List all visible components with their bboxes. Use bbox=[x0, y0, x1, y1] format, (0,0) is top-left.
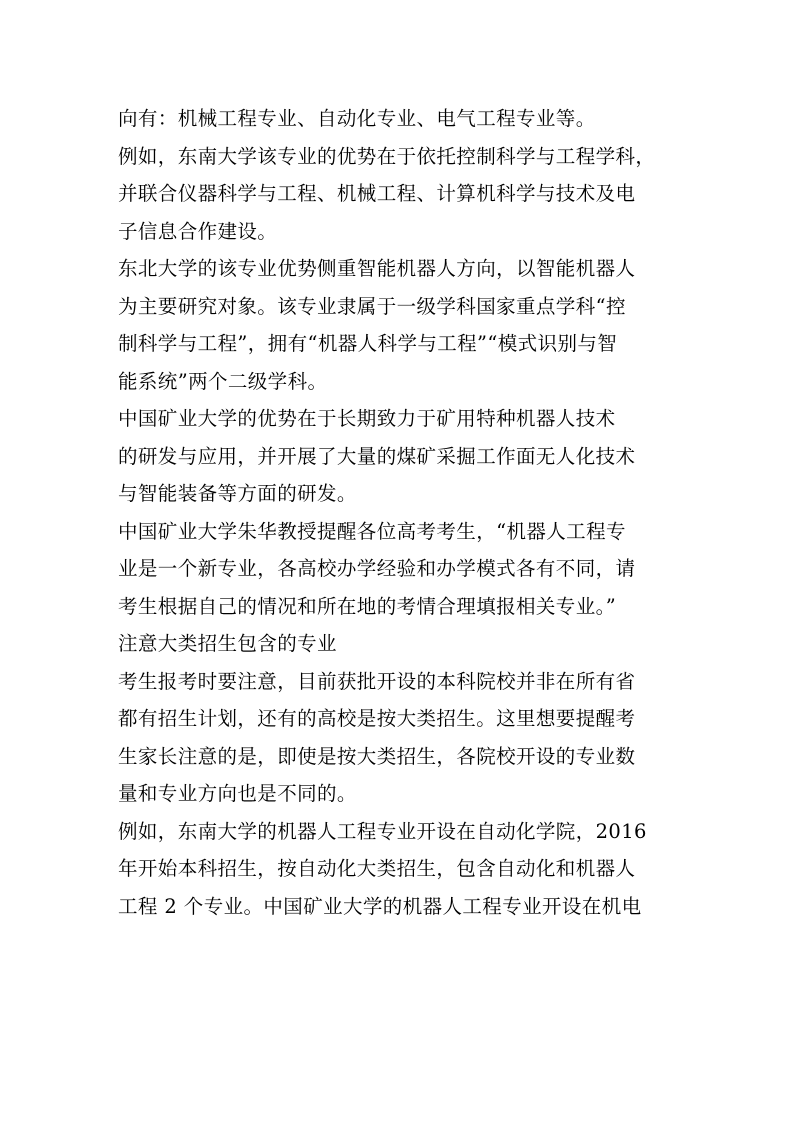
text-line: 并联合仪器科学与工程、机械工程、计算机科学与技术及电 bbox=[118, 182, 636, 205]
text-line: 子信息合作建设。 bbox=[118, 219, 278, 243]
section-heading: 注意大类招生包含的专业 bbox=[118, 632, 337, 655]
text-line: 量和专业方向也是不同的。 bbox=[118, 782, 357, 805]
text-line: 考生根据自己的情况和所在地的考情合理填报相关专业。” bbox=[118, 594, 617, 618]
text-line: 生家长注意的是，即使是按大类招生，各院校开设的专业数 bbox=[118, 744, 636, 768]
text-line: 中国矿业大学的优势在于长期致力于矿用特种机器人技术 bbox=[118, 407, 616, 430]
text-line: 考生报考时要注意，目前获批开设的本科院校并非在所有省 bbox=[118, 669, 636, 693]
text-line: 能系统”两个二级学科。 bbox=[118, 369, 328, 393]
text-line: 工程 2 个专业。中国矿业大学的机器人工程专业开设在机电 bbox=[118, 894, 642, 918]
text-line: 例如，东南大学的机器人工程专业开设在自动化学院，2016 bbox=[118, 819, 647, 843]
text-line: 中国矿业大学朱华教授提醒各位高考考生，“机器人工程专 bbox=[118, 519, 626, 543]
text-line: 为主要研究对象。该专业隶属于一级学科国家重点学科“控 bbox=[118, 294, 626, 318]
document-text-body bbox=[118, 100, 678, 925]
text-line: 业是一个新专业，各高校办学经验和办学模式各有不同，请 bbox=[118, 557, 636, 580]
text-line: 东北大学的该专业优势侧重智能机器人方向，以智能机器人 bbox=[118, 257, 636, 280]
text-line: 向有：机械工程专业、自动化专业、电气工程专业等。 bbox=[118, 107, 596, 130]
text-line: 与智能装备等方面的研发。 bbox=[118, 482, 357, 505]
text-line: 都有招生计划，还有的高校是按大类招生。这里想要提醒考 bbox=[118, 707, 636, 730]
text-line: 年开始本科招生，按自动化大类招生，包含自动化和机器人 bbox=[118, 857, 636, 880]
text-line: 制科学与工程”，拥有“机器人科学与工程”“模式识别与智 bbox=[118, 332, 618, 355]
text-line: 例如，东南大学该专业的优势在于依托控制科学与工程学科， bbox=[118, 144, 656, 168]
text-line: 的研发与应用，并开展了大量的煤矿采掘工作面无人化技术 bbox=[118, 444, 636, 468]
